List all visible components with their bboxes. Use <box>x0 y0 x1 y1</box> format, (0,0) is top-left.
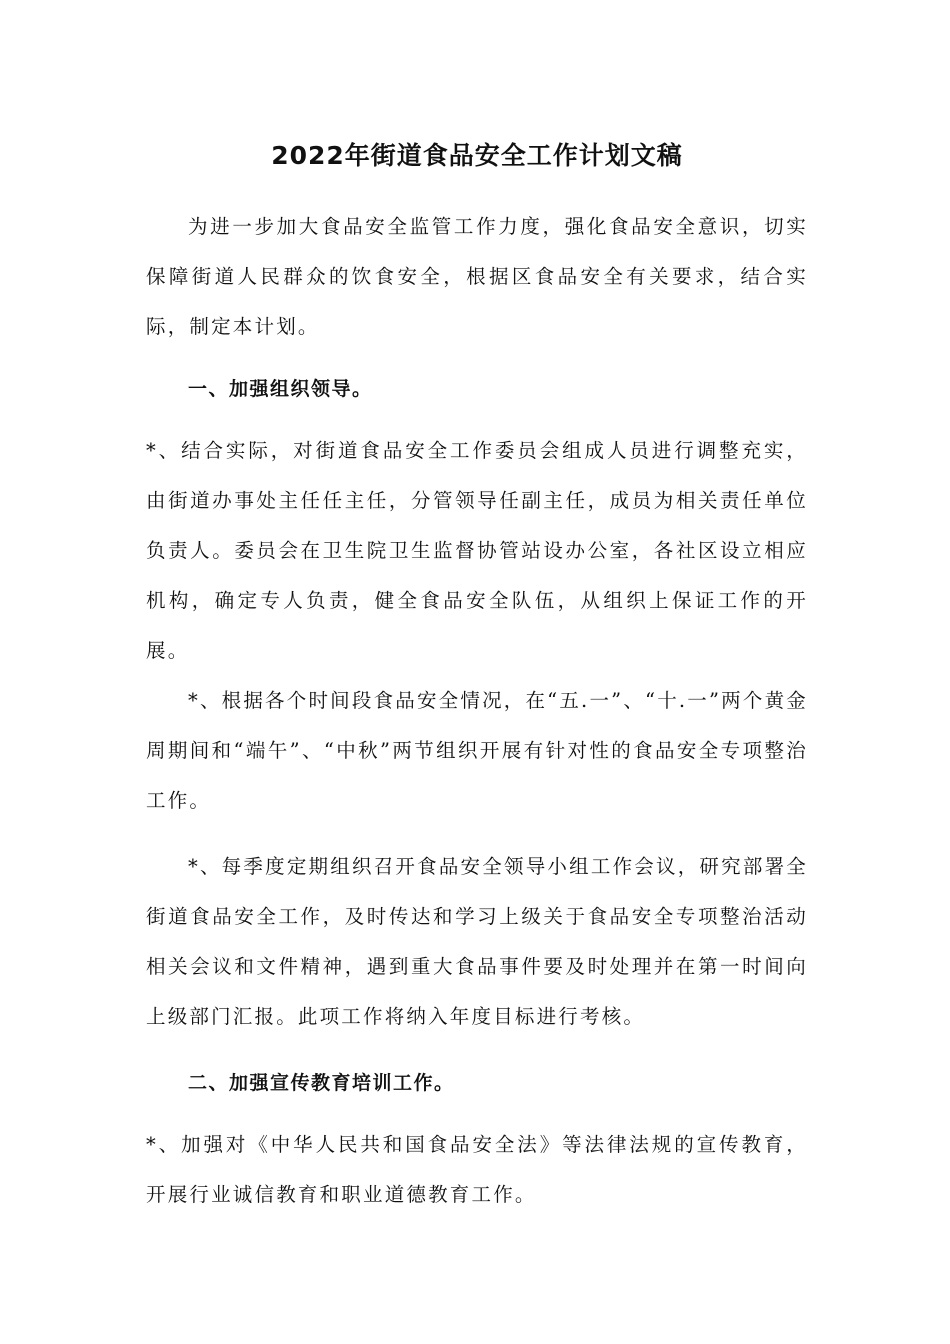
section-heading-2: 二、加强宣传教育培训工作。 <box>188 1072 455 1094</box>
document-page <box>146 120 808 1220</box>
section2-paragraph-1: *、加强对《中华人民共和国食品安全法》等法律法规的宣传教育，开展行业诚信教育和职业道德教育工作。 <box>146 1133 808 1206</box>
section1-paragraph-3: *、每季度定期组织召开食品安全领导小组工作会议，研究部署全街道食品安全工作，及时传达和学习上级关于食品安全专项整治活动相关会议和文件精神，遇到重大食品事件要及时处理并在第一时间向上级部门汇报。此项工作将纳入年度目标进行考核。 <box>146 855 808 1028</box>
section-heading-1: 一、加强组织领导。 <box>188 378 373 400</box>
section1-paragraph-2: *、根据各个时间段食品安全情况，在“五.一”、“十.一”两个黄金周期间和“端午”、“中秋”两节组织开展有针对性的食品安全专项整治工作。 <box>146 689 808 812</box>
intro-paragraph: 为进一步加大食品安全监管工作力度，强化食品安全意识，切实保障街道人民群众的饮食安全，根据区食品安全有关要求，结合实际，制定本计划。 <box>146 215 808 338</box>
document-title: 2022年街道食品安全工作计划文稿 <box>271 141 683 170</box>
section1-paragraph-1: *、结合实际，对街道食品安全工作委员会组成人员进行调整充实，由街道办事处主任任主任，分管领导任副主任，成员为相关责任单位负责人。委员会在卫生院卫生监督协管站设办公室，各社区设立相应机构，确定专人负责，健全食品安全队伍，从组织上保证工作的开展。 <box>146 439 808 662</box>
